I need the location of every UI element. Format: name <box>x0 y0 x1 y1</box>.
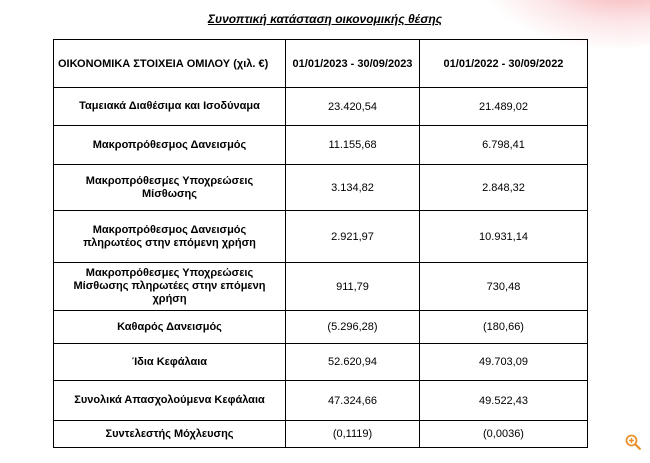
table-row <box>54 126 588 165</box>
table-row <box>54 88 588 126</box>
document-title <box>0 10 650 28</box>
value-2022: (180,66) <box>420 311 588 344</box>
table-row <box>54 311 588 344</box>
value-2023: (5.296,28) <box>286 311 420 344</box>
value-2023: 3.134,82 <box>286 165 420 211</box>
value-2023: (0,1119) <box>286 421 420 448</box>
value-2022: (0,0036) <box>420 421 588 448</box>
value-2023: 23.420,54 <box>286 88 420 126</box>
value-2023: 11.155,68 <box>286 126 420 165</box>
table-header-row <box>54 40 588 88</box>
row-label: Συνολικά Απασχολούμενα Κεφάλαια <box>54 381 286 421</box>
value-2023: 47.324,66 <box>286 381 420 421</box>
row-label: Μακροπρόθεσμος Δανεισμός <box>54 126 286 165</box>
value-2022: 49.703,09 <box>420 344 588 381</box>
table-row <box>54 211 588 263</box>
row-label: Μακροπρόθεσμες Υποχρεώσεις Μίσθωσης <box>54 165 286 211</box>
value-2022: 49.522,43 <box>420 381 588 421</box>
table-row <box>54 263 588 311</box>
row-label: Ίδια Κεφάλαια <box>54 344 286 381</box>
column-header-items: ΟΙΚΟΝΟΜΙΚΑ ΣΤΟΙΧΕΙΑ ΟΜΙΛΟΥ (χιλ. €) <box>54 40 286 88</box>
table-row <box>54 344 588 381</box>
value-2022: 730,48 <box>420 263 588 311</box>
value-2023: 2.921,97 <box>286 211 420 263</box>
zoom-in-icon[interactable] <box>625 434 641 450</box>
document-title-text: Συνοπτική κατάσταση οικονομικής θέσης <box>207 12 443 26</box>
value-2023: 911,79 <box>286 263 420 311</box>
row-label: Καθαρός Δανεισμός <box>54 311 286 344</box>
column-header-2023: 01/01/2023 - 30/09/2023 <box>286 40 420 88</box>
value-2022: 10.931,14 <box>420 211 588 263</box>
value-2022: 6.798,41 <box>420 126 588 165</box>
column-header-2022: 01/01/2022 - 30/09/2022 <box>420 40 588 88</box>
row-label: Συντελεστής Μόχλευσης <box>54 421 286 448</box>
value-2023: 52.620,94 <box>286 344 420 381</box>
table-row <box>54 421 588 448</box>
value-2022: 2.848,32 <box>420 165 588 211</box>
row-label: Μακροπρόθεσμες Υποχρεώσεις Μίσθωσης πληρωτέες στην επόμενη χρήση <box>54 263 286 311</box>
table-row <box>54 165 588 211</box>
value-2022: 21.489,02 <box>420 88 588 126</box>
row-label: Μακροπρόθεσμος Δανεισμός πληρωτέος στην επόμενη χρήση <box>54 211 286 263</box>
financial-summary-table <box>53 39 588 448</box>
table-row <box>54 381 588 421</box>
row-label: Ταμειακά Διαθέσιμα και Ισοδύναμα <box>54 88 286 126</box>
